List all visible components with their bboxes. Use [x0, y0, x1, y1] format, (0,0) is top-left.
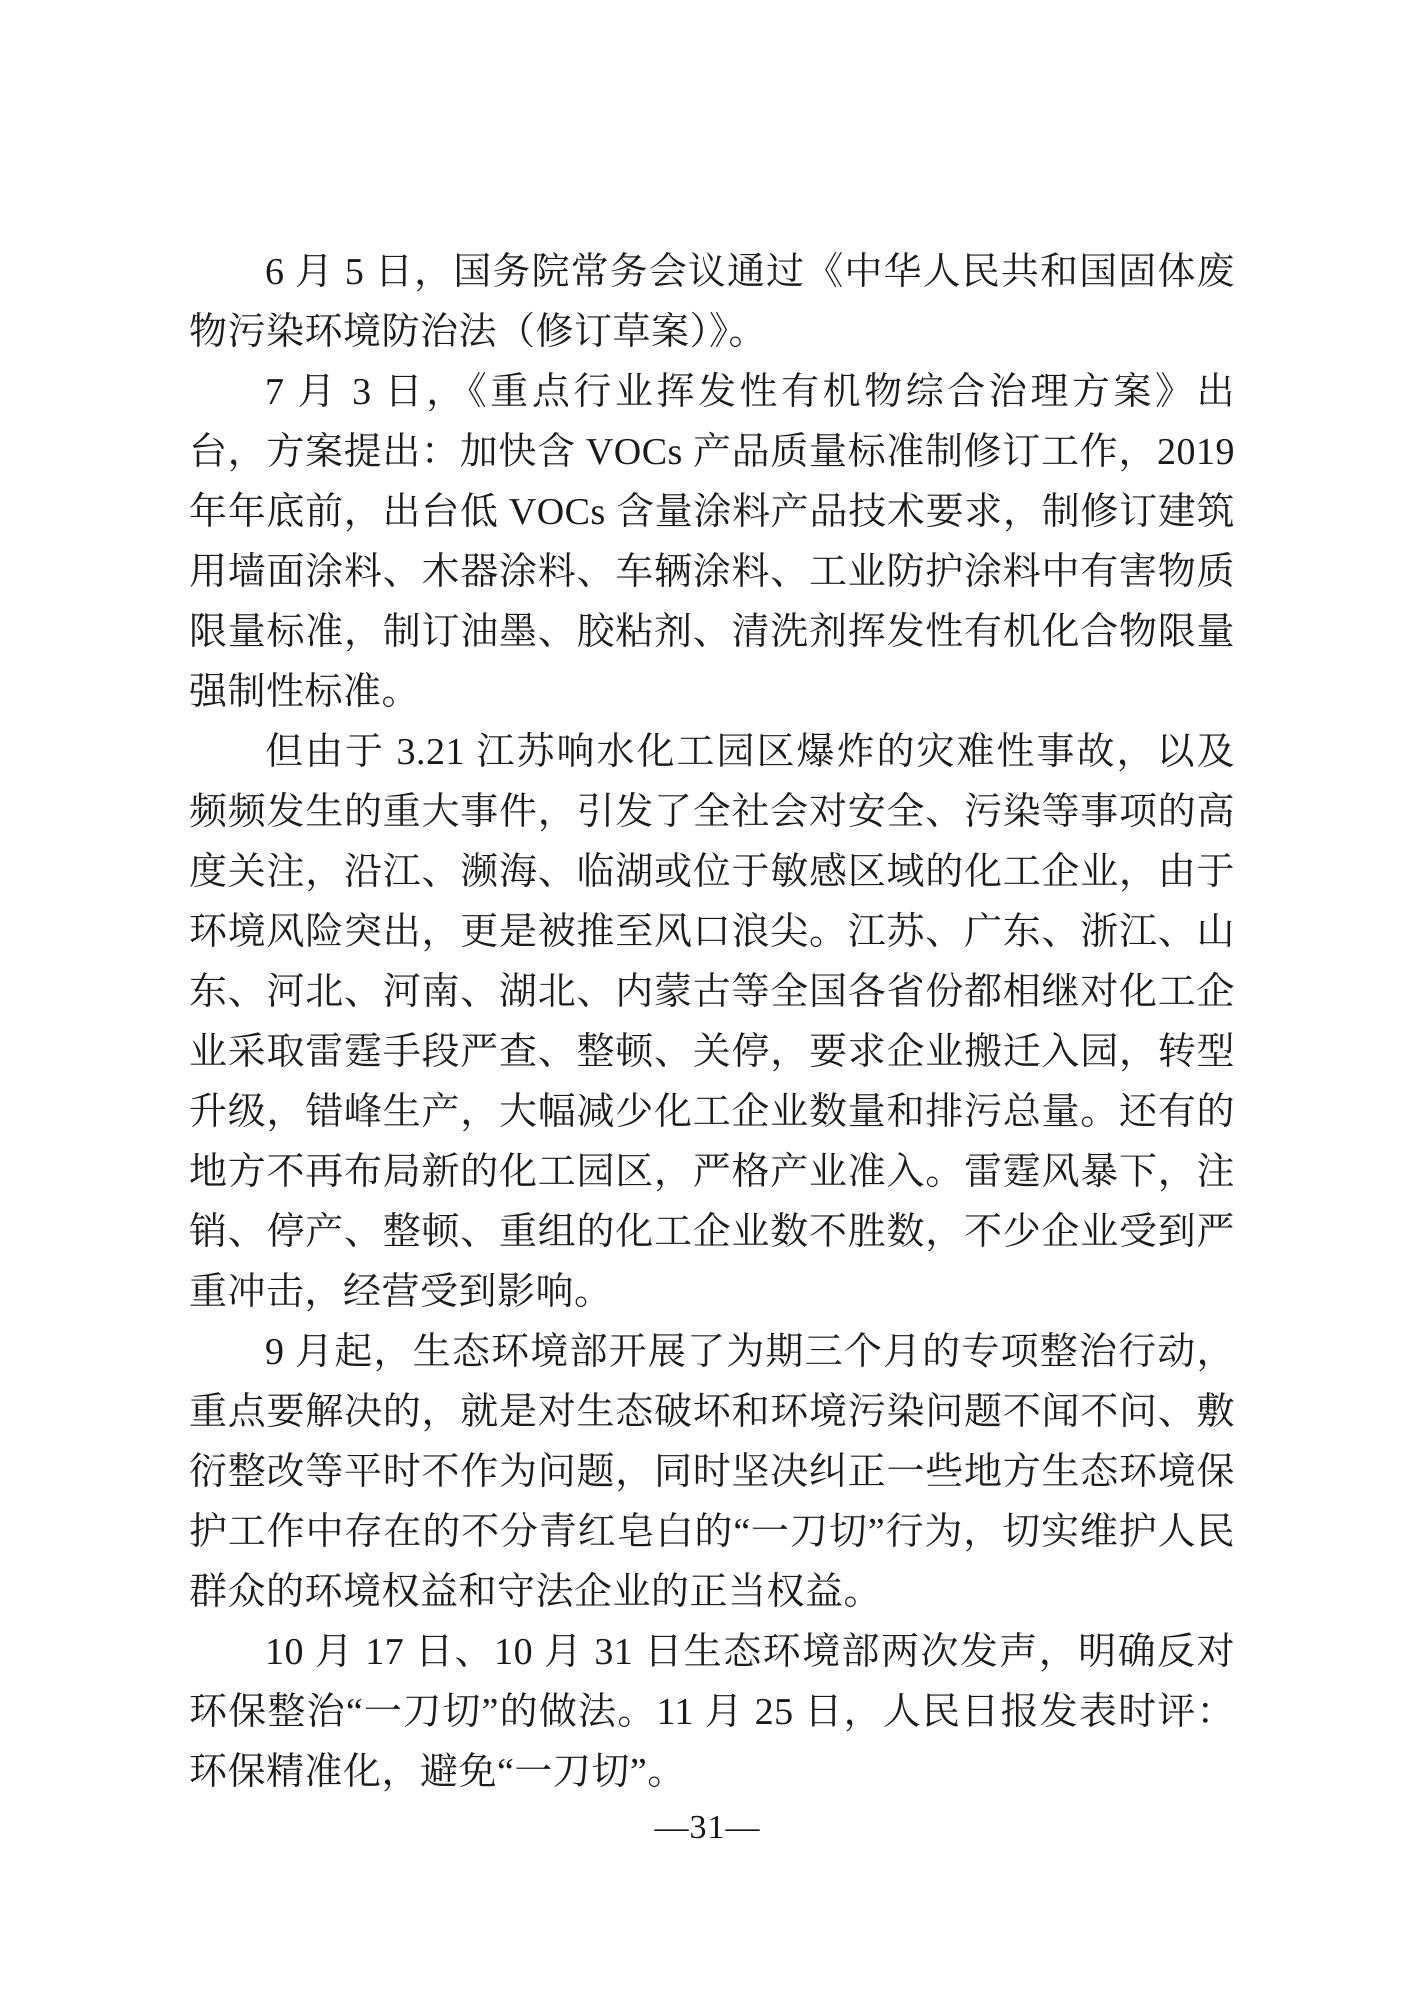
paragraph-vocs-plan: 7 月 3 日，《重点行业挥发性有机物综合治理方案》出台，方案提出：加快含 VOCs 产品质量标准制修订工作，2019 年年底前，出台低 VOCs 含量涂料产品技术要求，制修订建筑用墙面涂料、木器涂料、车辆涂料、工业防护涂料中有害物质限量标准，制订油墨、胶粘剂、清洗剂挥发性有机化合物限量强制性标准。 — [189, 371, 1235, 713]
document-body-text — [189, 242, 1235, 1802]
paragraph-special-rectification: 9 月起，生态环境部开展了为期三个月的专项整治行动，重点要解决的，就是对生态破坏和环境污染问题不闻不问、敷衍整改等平时不作为问题，同时坚决纠正一些地方生态环境保护工作中存在的不分青红皂白的“一刀切”行为，切实维护人民群众的环境权益和守法企业的正当权益。 — [189, 1331, 1235, 1613]
paragraph-ministry-statements: 10 月 17 日、10 月 31 日生态环境部两次发声，明确反对环保整治“一刀切”的做法。11 月 25 日，人民日报发表时评：环保精准化，避免“一刀切”。 — [189, 1631, 1235, 1793]
paragraph-solid-waste-law: 6 月 5 日，国务院常务会议通过《中华人民共和国固体废物污染环境防治法（修订草案）》。 — [189, 251, 1235, 353]
paragraph-xiangshui-explosion: 但由于 3.21 江苏响水化工园区爆炸的灾难性事故，以及频频发生的重大事件，引发了全社会对安全、污染等事项的高度关注，沿江、濒海、临湖或位于敏感区域的化工企业，由于环境风险突出，更是被推至风口浪尖。江苏、广东、浙江、山东、河北、河南、湖北、内蒙古等全国各省份都相继对化工企业采取雷霆手段严查、整顿、关停，要求企业搬迁入园，转型升级，错峰生产，大幅减少化工企业数量和排污总量。还有的地方不再布局新的化工园区，严格产业准入。雷霆风暴下，注销、停产、整顿、重组的化工企业数不胜数，不少企业受到严重冲击，经营受到影响。 — [189, 731, 1235, 1313]
page-number: —31— — [654, 1809, 761, 1846]
